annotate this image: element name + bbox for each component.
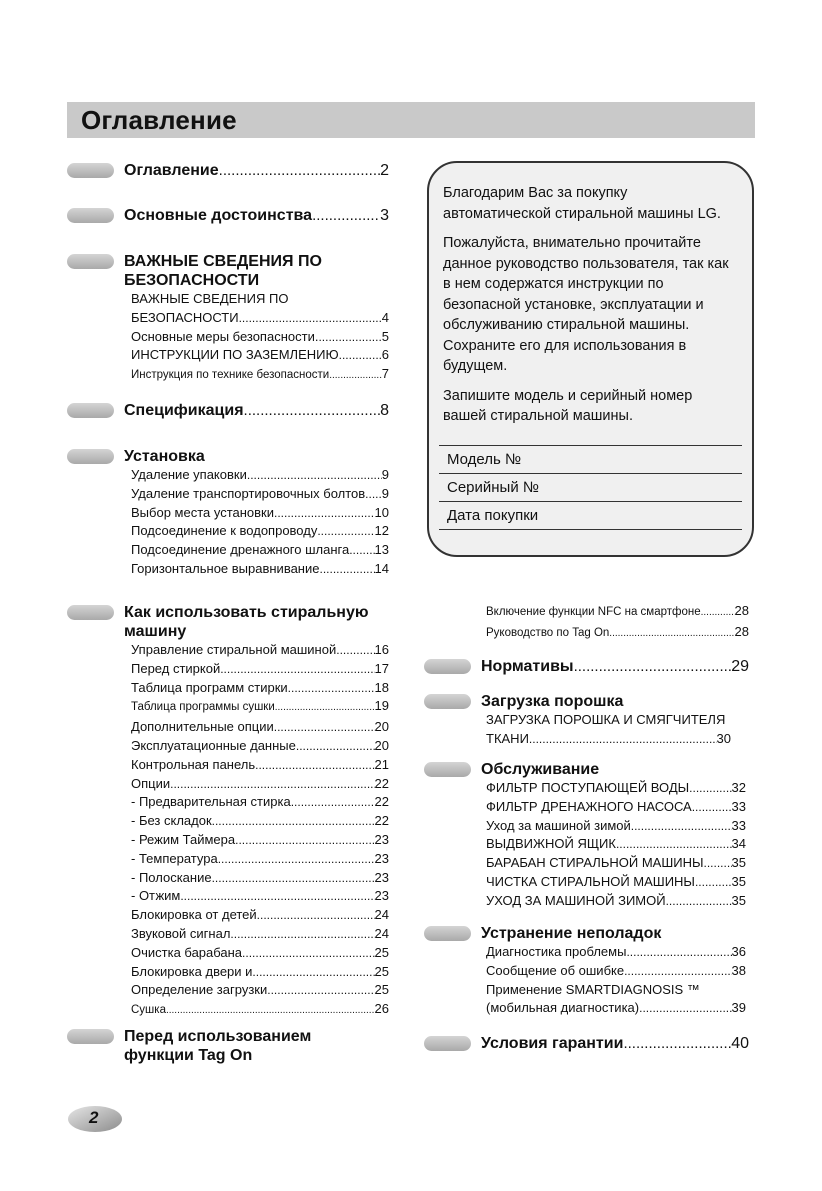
section-title: Установка bbox=[124, 448, 205, 465]
toc-entry[interactable] bbox=[131, 641, 389, 660]
entry-page: 22 bbox=[374, 813, 389, 829]
leader-dots bbox=[624, 962, 731, 981]
toc-entry[interactable] bbox=[486, 779, 746, 798]
page-number-badge bbox=[67, 1102, 124, 1134]
section-marker-icon bbox=[67, 449, 114, 464]
entry-label: УХОД ЗА МАШИНОЙ ЗИМОЙ bbox=[486, 892, 666, 908]
toc-entry[interactable] bbox=[486, 873, 746, 892]
section-marker-icon bbox=[67, 254, 114, 269]
leader-dots bbox=[239, 309, 382, 328]
section-marker-icon bbox=[67, 163, 114, 178]
leader-dots bbox=[692, 798, 732, 817]
leader-dots bbox=[288, 679, 375, 698]
entry-page: 33 bbox=[731, 817, 746, 833]
section-title: БЕЗОПАСНОСТИ bbox=[124, 272, 260, 289]
section-marker-icon bbox=[67, 403, 114, 418]
entry-label: Звуковой сигнал bbox=[131, 925, 231, 941]
leader-dots bbox=[235, 831, 374, 850]
entry-page: 22 bbox=[374, 794, 389, 810]
leader-dots bbox=[242, 944, 374, 963]
toc-section[interactable] bbox=[67, 1027, 389, 1065]
toc-entry[interactable] bbox=[131, 679, 389, 698]
leader-dots bbox=[319, 560, 374, 579]
toc-section[interactable] bbox=[424, 657, 749, 676]
toc-entry[interactable] bbox=[486, 602, 749, 623]
section-page: 3 bbox=[380, 207, 389, 224]
leader-dots bbox=[336, 641, 374, 660]
section-marker-icon bbox=[424, 762, 471, 777]
purchase-date-field[interactable]: Дата покупки bbox=[439, 501, 742, 530]
entry-label: ВЫДВИЖНОЙ ЯЩИК bbox=[486, 836, 616, 852]
section-title: Как использовать стиральную bbox=[124, 604, 369, 621]
toc-section[interactable] bbox=[424, 924, 749, 1018]
entry-label: ФИЛЬТР ДРЕНАЖНОГО НАСОСА bbox=[486, 798, 692, 814]
entry-label: Применение SMARTDIAGNOSIS ™ bbox=[486, 981, 700, 997]
leader-dots bbox=[312, 206, 380, 225]
entry-page: 35 bbox=[731, 855, 746, 871]
entry-page: 10 bbox=[374, 504, 389, 520]
entry-label: Удаление транспортировочных болтов bbox=[131, 485, 366, 501]
toc-entry[interactable] bbox=[486, 854, 746, 873]
toc-entry[interactable] bbox=[131, 944, 389, 963]
section-page: 40 bbox=[731, 1035, 749, 1052]
entry-label: - Без складок bbox=[131, 813, 212, 829]
leader-dots bbox=[317, 522, 374, 541]
entry-label: Сушка bbox=[131, 1004, 166, 1017]
entry-page: 9 bbox=[381, 485, 389, 501]
section-marker-icon bbox=[424, 659, 471, 674]
entry-label: Опции bbox=[131, 775, 171, 791]
toc-entry[interactable] bbox=[486, 835, 746, 854]
entry-label: Основные меры безопасности. bbox=[131, 328, 319, 344]
toc-entry[interactable] bbox=[131, 812, 389, 831]
entry-page: 28 bbox=[734, 623, 749, 639]
entry-page: 17 bbox=[374, 660, 389, 676]
entry-label: Блокировка двери и bbox=[131, 963, 253, 979]
toc-section[interactable] bbox=[67, 603, 389, 1021]
entry-page: 23 bbox=[374, 850, 389, 866]
thanks-paragraph: Благодарим Вас за покупку автоматической стиральной машины LG. bbox=[443, 185, 721, 222]
leader-dots bbox=[339, 346, 382, 365]
toc-section[interactable] bbox=[67, 252, 389, 386]
entry-label: Включение функции NFC на смартфоне bbox=[486, 606, 701, 618]
leader-dots bbox=[257, 906, 375, 925]
leader-dots bbox=[695, 873, 732, 892]
section-page: 2 bbox=[380, 162, 389, 179]
leader-dots bbox=[291, 793, 375, 812]
toc-section[interactable] bbox=[67, 447, 389, 579]
toc-entry[interactable] bbox=[131, 541, 389, 560]
toc-entry[interactable] bbox=[131, 485, 389, 504]
entry-page: 23 bbox=[374, 831, 389, 847]
serial-field[interactable]: Серийный № bbox=[439, 473, 742, 501]
leader-dots bbox=[212, 812, 375, 831]
entry-page: 12 bbox=[374, 523, 389, 539]
toc-entry[interactable] bbox=[131, 775, 389, 794]
entry-label: Выбор места установки bbox=[131, 504, 275, 520]
leader-dots bbox=[701, 604, 735, 623]
leader-dots bbox=[274, 718, 375, 737]
entry-label: Контрольная панель bbox=[131, 756, 256, 772]
entry-page: 22 bbox=[374, 775, 389, 791]
entry-page: 35 bbox=[731, 892, 746, 908]
entry-page: 38 bbox=[731, 962, 746, 978]
title-bar bbox=[67, 102, 755, 138]
entry-label: - Полоскание bbox=[131, 869, 212, 885]
toc-entry[interactable] bbox=[131, 660, 389, 679]
entry-page: 28 bbox=[734, 603, 749, 618]
record-paragraph: Запишите модель и серийный номер вашей стиральной машины. bbox=[443, 387, 693, 424]
toc-entry[interactable] bbox=[131, 925, 389, 944]
entry-label: Таблица программ стирки bbox=[131, 679, 288, 695]
toc-entry[interactable] bbox=[486, 999, 746, 1018]
section-title: Устранение неполадок bbox=[481, 925, 662, 942]
toc-entry[interactable] bbox=[131, 906, 389, 925]
toc-section[interactable] bbox=[424, 1034, 749, 1053]
leader-dots bbox=[349, 541, 374, 560]
entry-label: Управление стиральной машиной bbox=[131, 642, 337, 657]
entry-page: 4 bbox=[381, 309, 389, 325]
leader-dots bbox=[616, 835, 732, 854]
section-title: функции Tag On bbox=[124, 1047, 253, 1064]
model-field[interactable]: Модель № bbox=[439, 445, 742, 473]
section-marker-icon bbox=[424, 926, 471, 941]
toc-entry[interactable] bbox=[131, 522, 389, 541]
entry-page: 9 bbox=[381, 467, 389, 482]
section-title: Перед использованием bbox=[124, 1028, 312, 1045]
entry-label: ЗАГРУЗКА ПОРОШКА И СМЯГЧИТЕЛЯ bbox=[486, 712, 726, 727]
page-title: Оглавление bbox=[81, 105, 237, 135]
leader-dots bbox=[689, 779, 731, 798]
toc-entry[interactable] bbox=[486, 817, 746, 836]
entry-label: Эксплуатационные данные bbox=[131, 737, 296, 753]
leader-dots bbox=[329, 367, 382, 386]
toc-section[interactable] bbox=[424, 760, 749, 911]
section-title: Оглавление bbox=[124, 162, 219, 179]
toc-entry[interactable] bbox=[131, 756, 389, 775]
leader-dots bbox=[255, 756, 374, 775]
toc-entry[interactable] bbox=[131, 309, 389, 328]
entry-label: ВАЖНЫЕ СВЕДЕНИЯ ПО bbox=[131, 291, 289, 306]
leader-dots bbox=[180, 887, 374, 906]
section-marker-icon bbox=[67, 1029, 114, 1044]
entry-page: 19 bbox=[374, 698, 389, 714]
entry-label: Подсоединение к водопроводу bbox=[131, 523, 318, 539]
leader-dots bbox=[166, 1002, 375, 1021]
toc-entry[interactable] bbox=[131, 466, 389, 485]
entry-label: БАРАБАН СТИРАЛЬНОЙ МАШИНЫ bbox=[486, 855, 704, 871]
section-title: ВАЖНЫЕ СВЕДЕНИЯ ПО bbox=[124, 253, 322, 270]
toc-entry[interactable] bbox=[131, 328, 389, 347]
entry-page: 21 bbox=[374, 756, 389, 772]
leader-dots bbox=[252, 963, 374, 982]
leader-dots bbox=[631, 817, 732, 836]
entry-label: Удаление упаковки bbox=[131, 467, 247, 482]
toc-section[interactable] bbox=[424, 602, 749, 644]
section-marker-icon bbox=[67, 605, 114, 620]
entry-page: 24 bbox=[374, 907, 389, 923]
entry-page: 25 bbox=[374, 982, 389, 998]
entry-label: ЧИСТКА СТИРАЛЬНОЙ МАШИНЫ bbox=[486, 873, 695, 889]
entry-label: - Отжим bbox=[131, 888, 181, 904]
entry-page: 23 bbox=[374, 869, 389, 885]
leader-dots bbox=[639, 999, 731, 1018]
section-title: Обслуживание bbox=[481, 761, 600, 778]
entry-page: 5 bbox=[381, 328, 389, 344]
toc-entry[interactable] bbox=[131, 346, 389, 365]
instructions-paragraph: Пожалуйста, внимательно прочитайте данное руководство пользователя, так как в нем содержатся инструкции по безопасной установке, эксплуатации и обслуживанию стиральной машины. Сохраните его для использования в будущем. bbox=[443, 235, 729, 374]
section-title: Основные достоинства bbox=[124, 207, 313, 224]
toc-entry[interactable] bbox=[486, 892, 746, 911]
entry-label: - Режим Таймера bbox=[131, 831, 236, 847]
record-fields bbox=[443, 445, 738, 530]
section-marker-icon bbox=[424, 694, 471, 709]
entry-label: Определение загрузки bbox=[131, 982, 268, 998]
entry-label: Очистка барабана bbox=[131, 944, 243, 960]
entry-page: 30 bbox=[716, 730, 731, 746]
toc-entry[interactable] bbox=[131, 850, 389, 869]
toc-entry[interactable] bbox=[131, 869, 389, 888]
entry-page: 34 bbox=[731, 836, 746, 852]
section-page: 8 bbox=[380, 402, 389, 419]
entry-page: 24 bbox=[374, 925, 389, 941]
section-title: Спецификация bbox=[124, 402, 244, 419]
toc-entry[interactable] bbox=[486, 623, 749, 644]
section-title: Нормативы bbox=[481, 658, 574, 675]
leader-dots bbox=[623, 1034, 731, 1053]
toc-entry[interactable] bbox=[131, 504, 389, 523]
toc-entry[interactable] bbox=[131, 963, 389, 982]
entry-page: 33 bbox=[731, 798, 746, 814]
entry-label: Уход за машиной зимой bbox=[486, 817, 631, 833]
toc-section[interactable] bbox=[67, 206, 389, 225]
leader-dots bbox=[626, 943, 731, 962]
entry-page: 13 bbox=[374, 542, 389, 558]
entry-label: Блокировка от детей bbox=[131, 907, 257, 923]
leader-dots bbox=[220, 660, 374, 679]
leader-dots bbox=[244, 401, 381, 420]
entry-page: 25 bbox=[374, 963, 389, 979]
toc-entry[interactable] bbox=[131, 365, 389, 386]
entry-label: Подсоединение дренажного шланга bbox=[131, 542, 350, 558]
leader-dots bbox=[666, 892, 732, 911]
toc-entry[interactable] bbox=[486, 798, 746, 817]
toc-section[interactable] bbox=[67, 401, 389, 420]
entry-label: Руководство по Tag On bbox=[486, 626, 610, 639]
toc-entry[interactable] bbox=[131, 1000, 389, 1021]
entry-page: 23 bbox=[374, 888, 389, 904]
toc-entry[interactable] bbox=[486, 730, 731, 749]
leader-dots bbox=[267, 981, 374, 1000]
entry-label: ИНСТРУКЦИИ ПО ЗАЗЕМЛЕНИЮ bbox=[131, 347, 339, 363]
toc-entry[interactable] bbox=[131, 560, 389, 579]
section-marker-icon bbox=[67, 208, 114, 223]
entry-page: 20 bbox=[374, 719, 389, 735]
entry-page: 18 bbox=[374, 679, 389, 695]
section-title: машину bbox=[124, 623, 187, 640]
toc-entry[interactable] bbox=[486, 962, 746, 981]
toc-entry[interactable] bbox=[131, 981, 389, 1000]
section-page: 29 bbox=[731, 658, 749, 675]
entry-page: 16 bbox=[374, 642, 389, 657]
leader-dots bbox=[274, 504, 375, 523]
leader-dots bbox=[529, 730, 717, 749]
entry-page: 25 bbox=[374, 944, 389, 960]
leader-dots bbox=[609, 625, 734, 644]
entry-label: Диагностика проблемы bbox=[486, 944, 627, 959]
entry-page: 20 bbox=[374, 737, 389, 753]
toc-entry[interactable] bbox=[486, 981, 746, 1000]
leader-dots bbox=[296, 737, 375, 756]
entry-page: 14 bbox=[374, 560, 389, 576]
leader-dots bbox=[318, 328, 381, 347]
entry-label: Горизонтальное выравнивание bbox=[131, 560, 320, 576]
leader-dots bbox=[365, 485, 382, 504]
entry-page: 32 bbox=[731, 780, 746, 795]
toc-entry[interactable] bbox=[131, 887, 389, 906]
entry-label: - Температура bbox=[131, 850, 218, 866]
leader-dots bbox=[170, 775, 374, 794]
entry-label: Сообщение об ошибке bbox=[486, 962, 625, 978]
toc-entry[interactable] bbox=[131, 793, 389, 812]
section-title: Загрузка порошка bbox=[481, 693, 624, 710]
entry-label: ТКАНИ bbox=[486, 730, 529, 746]
entry-page: 39 bbox=[731, 1000, 746, 1016]
leader-dots bbox=[219, 161, 380, 180]
entry-page: 26 bbox=[374, 1001, 389, 1017]
toc-entry[interactable] bbox=[486, 943, 746, 962]
leader-dots bbox=[247, 466, 382, 485]
entry-page: 35 bbox=[731, 873, 746, 889]
toc-entry[interactable] bbox=[131, 718, 389, 737]
leader-dots bbox=[212, 869, 375, 888]
toc-entry[interactable] bbox=[131, 831, 389, 850]
leader-dots bbox=[275, 699, 375, 718]
leader-dots bbox=[230, 925, 374, 944]
entry-label: ФИЛЬТР ПОСТУПАЮЩЕЙ ВОДЫ bbox=[486, 780, 690, 795]
toc-entry[interactable] bbox=[486, 711, 731, 730]
leader-dots bbox=[574, 657, 732, 676]
section-title: Условия гарантии bbox=[481, 1035, 624, 1052]
leader-dots bbox=[703, 854, 731, 873]
entry-label: Инструкция по технике безопасности bbox=[131, 369, 330, 382]
toc-entry[interactable] bbox=[131, 737, 389, 756]
entry-label: Таблица программы сушки bbox=[131, 701, 275, 714]
entry-page: 7 bbox=[381, 366, 389, 382]
entry-label: - Предварительная стирка bbox=[131, 794, 291, 810]
page-number: 2 bbox=[89, 1108, 99, 1127]
entry-label: Перед стиркой bbox=[131, 660, 221, 676]
entry-page: 6 bbox=[381, 347, 389, 363]
toc-section[interactable] bbox=[424, 692, 749, 749]
leader-dots bbox=[218, 850, 375, 869]
info-box bbox=[427, 161, 754, 557]
toc-entry[interactable] bbox=[131, 290, 389, 309]
entry-label: БЕЗОПАСНОСТИ bbox=[131, 309, 239, 325]
entry-label: (мобильная диагностика) bbox=[486, 1000, 640, 1016]
section-marker-icon bbox=[424, 1036, 471, 1051]
entry-label: Дополнительные опции bbox=[131, 719, 274, 735]
toc-entry[interactable] bbox=[131, 697, 389, 718]
entry-page: 36 bbox=[731, 944, 746, 959]
